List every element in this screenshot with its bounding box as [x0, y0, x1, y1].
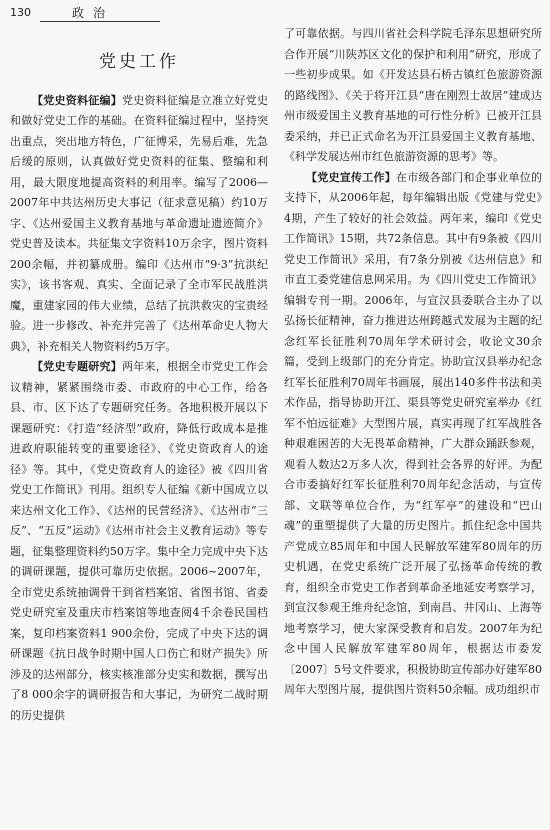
left-column — [10, 24, 268, 824]
paragraph-lead: 【党史宣传工作】 — [306, 170, 396, 184]
page-number: 130 — [10, 6, 31, 19]
paragraph-text: 党史资料征编是立准立好党史和做好党史工作的基础。在资料征编过程中，坚持突出重点，突出地方特色，广征博采，先易后难，先急后缓的原则，认真做好党史资料的征集、整编和利用，最大限度地提高资料的利用率。编写了2006—2007年中共达州历史大事记（征求意见稿）约10万字、《达州爱国主义教育基地与革命遗址遗迹简介》党史普及读本。共征集文字资料10万余字，图片资料200余幅，并初纂成册。编印《达州市“9·3”抗洪纪实》，该书客观、真实、全面记录了全市军民战胜洪魔，重建家园的伟大业绩，总结了抗洪救灾的宝贵经验。进一步修改、补充并完善了《达州革命史人物大典》，补充相关人物资料约5万字。 — [10, 93, 268, 353]
paragraph-party-history-publicity — [284, 168, 542, 701]
running-section-title: 政治 — [72, 6, 115, 20]
paragraph-lead: 【党史专题研究】 — [32, 360, 122, 373]
paragraph-party-history-materials — [10, 91, 268, 358]
paragraph-lead: 【党史资料征编】 — [32, 93, 122, 107]
header-rule — [40, 21, 160, 22]
paragraph-party-history-research — [10, 357, 268, 726]
page-header — [10, 4, 540, 24]
paragraph-text: 在市级各部门和企事业单位的支持下，从2006年起，每年编辑出版《党建与党史》4期，产生了较好的社会效益。两年来，编印《党史工作简讯》15期，共72条信息。其中有9条被《四川党史工作简讯》采用，有7条分别被《达州信息》和市直工委党建信息网采用。为《四川党史工作简讯》编辑专刊一期。2006年，与宣汉县委联合主办了以弘扬长征精神，奋力推进达州跨越式发展为主题的纪念红军长征胜利70周年学术研讨会，收论文30余篇，受到上级部门的充分肯定。协助宣汉县举办纪念红军长征胜利70周年书画展，展出140多件书法和美术作品，指导协助开江、渠县等党史研究室举办《红军不怕远征难》大型图片展，真实再现了红军战胜各种艰难困苦的大无畏革命精神，广大群众踊跃参观，观看人数达2万多人次，得到社会各界的好评。为配合市委搞好红军长征胜利70周年纪念活动，与宣传部、文联等单位合作，为“红军亭”的建设和“巴山魂”的重塑提供了大量的历史图片。抓住纪念中国共产党成立85周年和中国人民解放军建军80周年的历史机遇，在党史系统广泛开展了弘扬革命传统的教育，组织全市党史工作者到革命圣地延安考察学习，到宣汉参观王维舟纪念馆，到南昌、井冈山、上海等地考察学习，使大家深受教育和启发。2007年为纪念中国人民解放军建军80周年，根据达市委发〔2007〕5号文件要求，积极协助宣传部办好建军80周年大型图片展，提供图片资料50余幅。成功组织市 — [284, 170, 542, 696]
paragraph-continuation: 了可靠依据。与四川省社会科学院毛泽东思想研究所合作开展“川陕苏区文化的保护和利用”研究，形成了一些初步成果。如《开发达县石桥古镇红色旅游资源的路线图》、《关于将开江县“唐在刚烈士故居”建成达州市级爱国主义教育基地的可行性分析》已被开江县委采纳，并已正式命名为开江县爱国主义教育基地、《科学发展达州市红色旅游资源的思考》等。 — [284, 27, 542, 163]
right-column — [284, 24, 542, 824]
article-title: 党史工作 — [99, 52, 179, 72]
paragraph-text: 两年来，根据全市党史工作会议精神，紧紧围绕市委、市政府的中心工作，给各县、市、区下达了专题研究任务。各地积极开展以下课题研究：《打造“经济型”政府，降低行政成本是推进政府职能转变的重要途径》、《党史资政育人的途径》等。其中，《党史资政育人的途径》被《四川省党史工作简讯》刊用。组织专人征编《新中国成立以来达州文化工作》、《达州的民营经济》、《达州市“三反”、“五反”运动》《达州市社会主义教育运动》等专题，征集整理资料约50万字。集中全力完成中央下达的调研课题，提供可靠历史依据。2006~2007年，全市党史系统抽调骨干到省档案馆、省图书馆、省委党史研究室及重庆市档案馆等地查阅4千余卷民国档案，复印档案资料1 900余份，完成了中央下达的调研课题《抗日战争时期中国人口伤亡和财产损失》所涉及的达州部分，核实核准部分史实和数据，撰写出了8 000余字的调研报告和大事记，为研究二战时期的历史提供 — [10, 360, 268, 722]
